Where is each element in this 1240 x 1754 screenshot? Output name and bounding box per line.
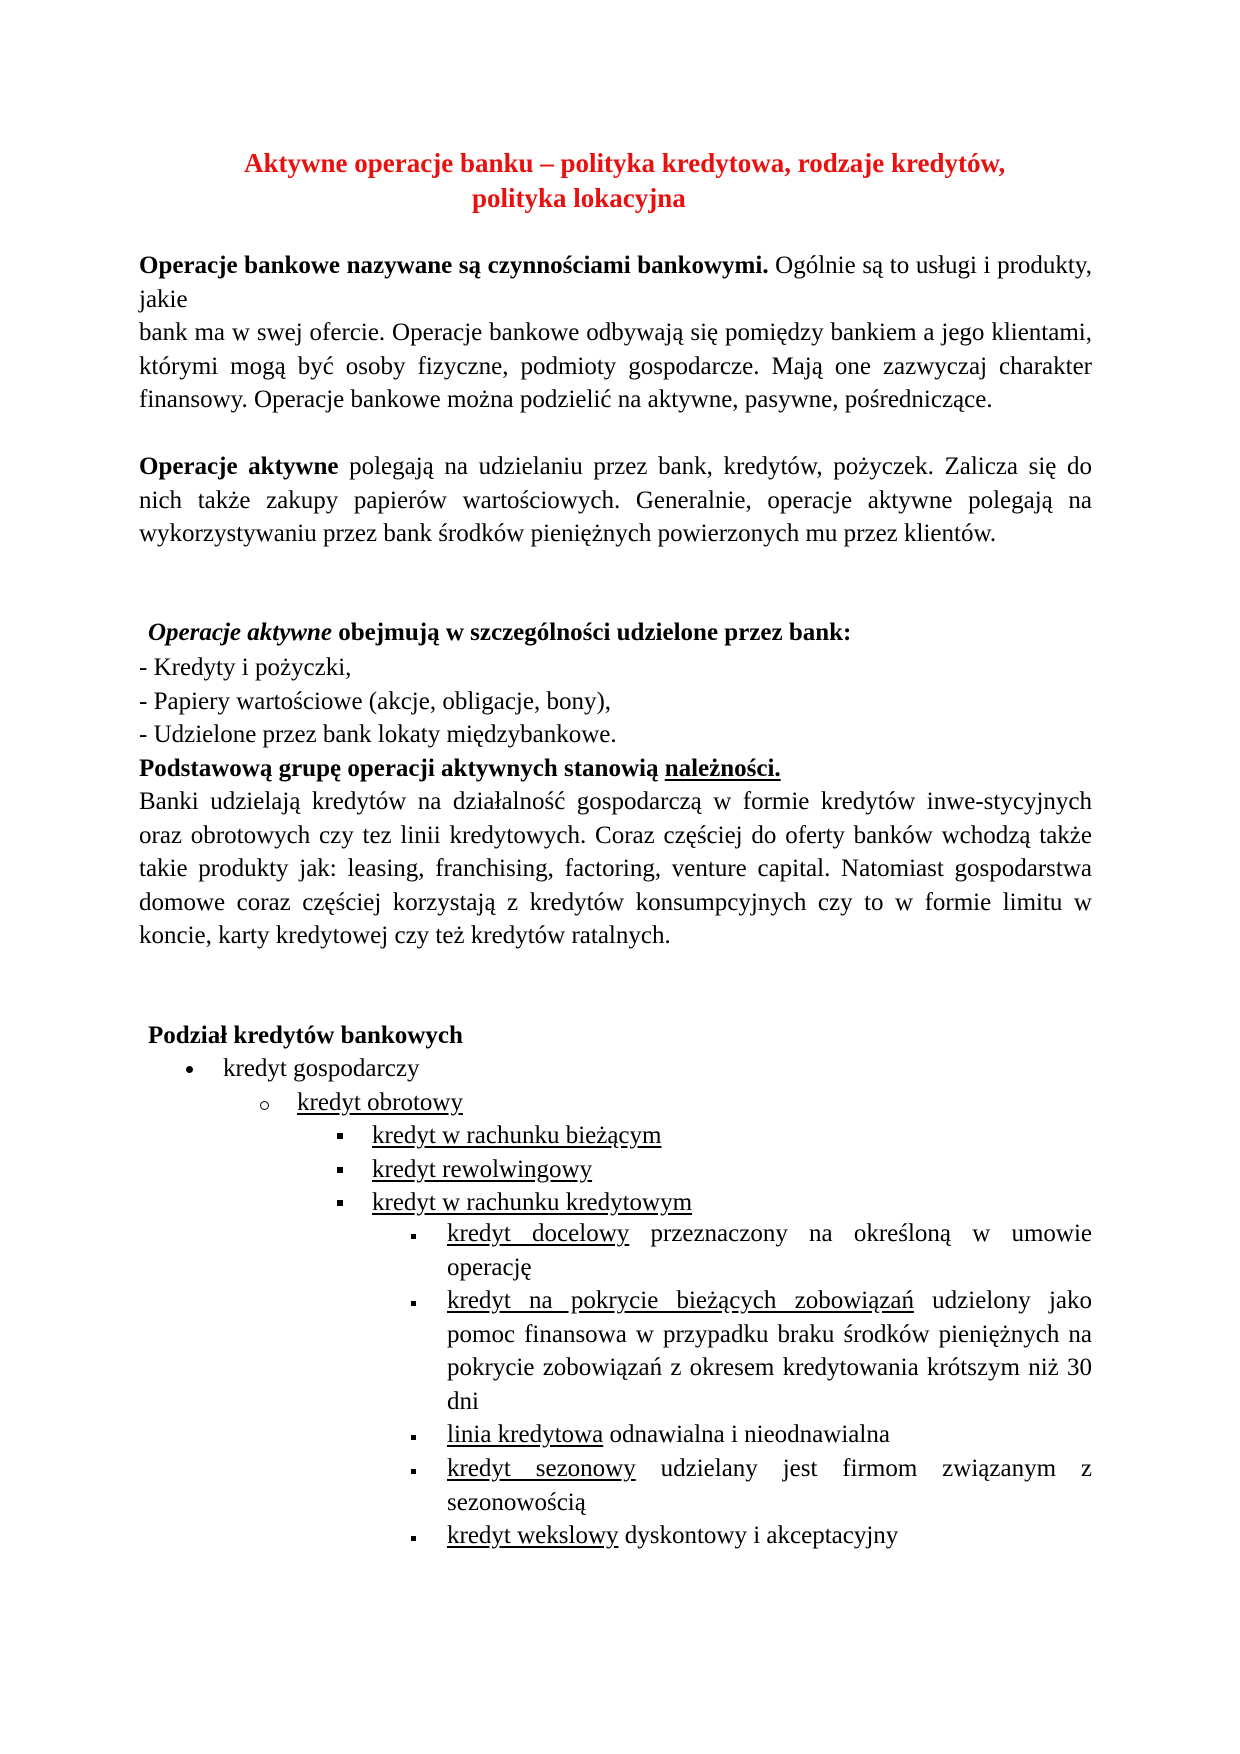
bullet-square-icon — [337, 1200, 343, 1206]
credit-level3-item-2: kredyt rewolwingowy — [372, 1156, 593, 1183]
credit-types-heading: Podział kredytów bankowych — [148, 1022, 463, 1049]
banks-paragraph: Banki udzielają kredytów na działalność gospodarczą w formie kredytów inwe-stycyjnych oraz obrotowych czy tez linii kredytowych. Coraz częściej do oferty banków wchodzą także takie produkty jak: leasing, franchising, factoring, venture capital. Natomiast gospodarstwa domowe coraz częściej korzystają z kredytów konsumpcyjnych czy to w formie limitu w koncie, karty kredytowej czy też kredytów ratalnych. — [139, 788, 1092, 949]
includes-item-3: - Udzielone przez bank lokaty międzybankowe. — [139, 721, 617, 748]
receivables-underlined: należności. — [664, 755, 781, 782]
bullet-square-icon — [337, 1167, 343, 1173]
credit-level4-desc: dyskontowy i akceptacyjny — [618, 1522, 899, 1549]
active-operations-paragraph — [139, 450, 1092, 551]
credit-level2: kredyt obrotowy — [297, 1089, 463, 1116]
credit-level4-term: kredyt sezonowy — [447, 1455, 636, 1482]
intro-bold-lead: Operacje bankowe nazywane są czynnościami bankowymi. — [139, 252, 769, 279]
includes-item-1: - Kredyty i pożyczki, — [139, 654, 352, 681]
credit-level4-item-1 — [447, 1217, 1092, 1284]
credit-level4-term: kredyt wekslowy — [447, 1522, 619, 1549]
includes-item-2: - Papiery wartościowe (akcje, obligacje, bony), — [139, 688, 612, 715]
credit-level4-desc: przeznaczony na określoną w umowie operację — [447, 1220, 1092, 1281]
bullet-square-icon — [411, 1435, 416, 1440]
document-title-line1: Aktywne operacje banku – polityka kredytowa, rodzaje kredytów, — [244, 148, 1006, 178]
intro-rest: Ogólnie są to usługi i produkty, jakie — [139, 252, 1092, 313]
intro-body: bank ma w swej ofercie. Operacje bankowe odbywają się pomiędzy bankiem a jego klientami, którymi mogą być osoby fizyczne, podmioty gospodarcze. Mają one zazwyczaj charakter finansowy. Operacje bankowe można podzielić na aktywne, pasywne, pośredniczące. — [139, 319, 1092, 413]
includes-heading — [148, 620, 851, 645]
bullet-circle-icon — [260, 1101, 269, 1110]
credit-level4-item-2 — [447, 1284, 1092, 1418]
credit-level4-item-5 — [447, 1519, 1092, 1553]
bullet-square-icon — [337, 1133, 343, 1139]
credit-level4-desc: udzielony jako pomoc finansowa w przypadku braku środków pieniężnych na pokrycie zobowiązań z okresem kredytowania krótszym niż 30 dni — [447, 1287, 1092, 1415]
bullet-square-icon — [411, 1301, 416, 1306]
includes-italic-lead: Operacje aktywne — [148, 619, 332, 646]
credit-level4-term: kredyt docelowy — [447, 1220, 630, 1247]
credit-level3-item-3: kredyt w rachunku kredytowym — [372, 1189, 693, 1216]
credit-level4-term: linia kredytowa — [447, 1421, 604, 1448]
bullet-square-icon — [411, 1234, 416, 1239]
receivables-lead: Podstawową grupę operacji aktywnych stanowią — [139, 755, 659, 782]
credit-level3-item-1: kredyt w rachunku bieżącym — [372, 1122, 662, 1149]
credit-level4-item-3 — [447, 1418, 1092, 1452]
credit-level4-item-4 — [447, 1452, 1092, 1519]
bullet-square-icon — [411, 1469, 416, 1474]
active-bold-lead: Operacje aktywne — [139, 453, 339, 480]
bullet-dot-icon — [186, 1066, 193, 1073]
intro-paragraph-first-line — [139, 249, 1092, 316]
credit-level1: kredyt gospodarczy — [223, 1055, 420, 1082]
receivables-line — [139, 756, 781, 781]
document-title-line2: polityka lokacyjna — [472, 183, 686, 213]
includes-rest: obejmują w szczególności udzielone przez bank: — [331, 619, 852, 646]
credit-level4-desc: udzielany jest firmom związanym z sezonowością — [447, 1455, 1092, 1516]
bullet-square-icon — [411, 1536, 416, 1541]
intro-paragraph — [139, 316, 1092, 417]
credit-level4-term: kredyt na pokrycie bieżących zobowiązań — [447, 1287, 914, 1314]
credit-level4-desc: odnawialna i nieodnawialna — [603, 1421, 890, 1448]
active-rest: polegają na udzielaniu przez bank, kredytów, pożyczek. Zalicza się do nich także zakupy papierów wartościowych. Generalnie, operacje aktywne polegają na wykorzystywaniu przez bank środków pieniężnych powierzonych mu przez klientów. — [139, 453, 1092, 547]
